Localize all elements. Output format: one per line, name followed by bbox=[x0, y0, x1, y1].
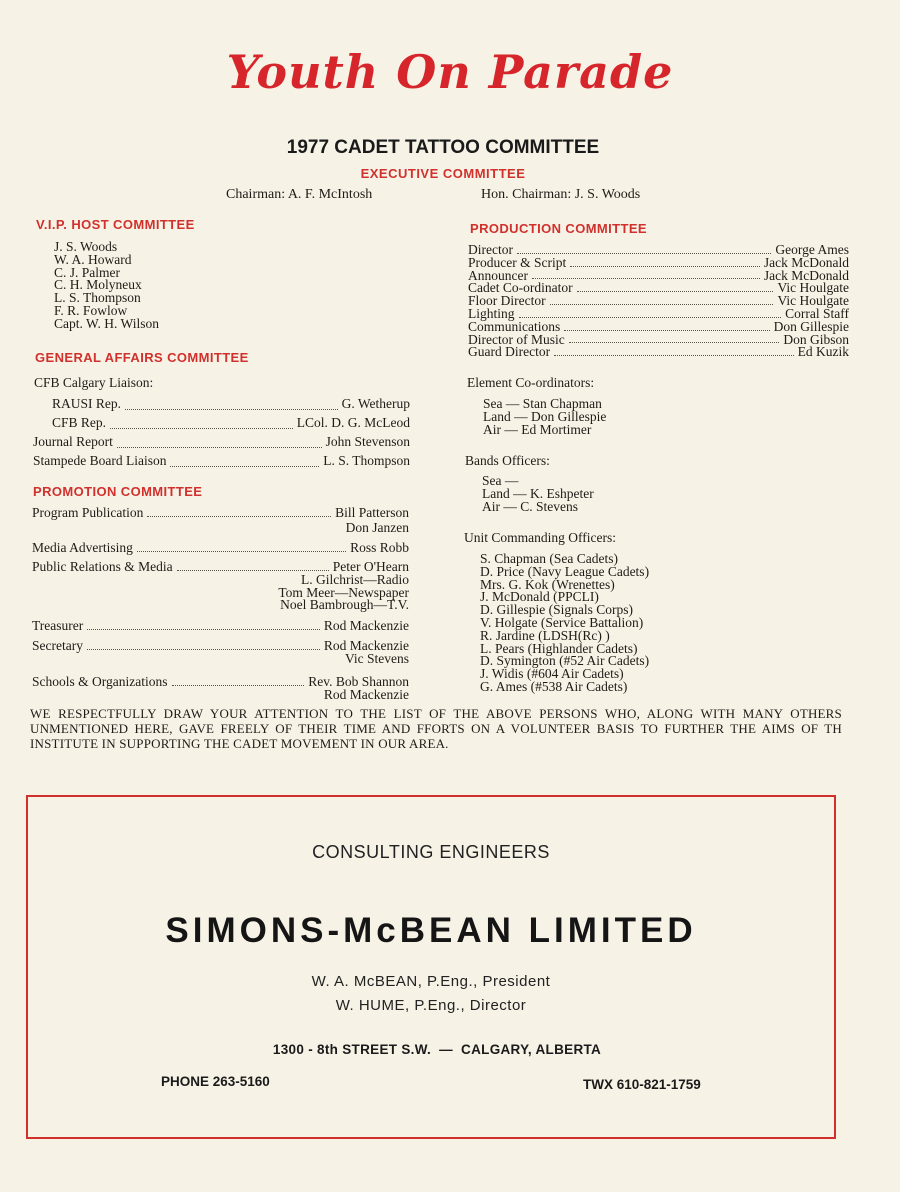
executive-heading: EXECUTIVE COMMITTEE bbox=[360, 166, 526, 181]
unit-item: J. McDonald (PPCLI) bbox=[480, 589, 599, 605]
unit-item: V. Holgate (Service Battalion) bbox=[480, 614, 644, 630]
general-row-block-2 bbox=[33, 432, 410, 470]
general-row: RAUSI Rep. G. Wetherup bbox=[52, 396, 410, 411]
ad-person-2: W. HUME, P.Eng., Director bbox=[335, 997, 527, 1014]
advertisement-box bbox=[26, 795, 836, 1139]
units-list bbox=[480, 553, 649, 694]
ad-twx: TWX 610-821-1759 bbox=[583, 1077, 701, 1092]
ad-person-1: W. A. McBEAN, P.Eng., President bbox=[311, 973, 551, 990]
chairman: Chairman: A. F. McIntosh bbox=[226, 187, 373, 202]
treasurer-row: Treasurer Rod Mackenzie bbox=[32, 618, 409, 634]
bands-item: Sea — bbox=[482, 473, 519, 488]
ad-tagline: CONSULTING ENGINEERS bbox=[312, 842, 550, 862]
production-row: Director of Music Don Gibson bbox=[468, 331, 849, 347]
production-block bbox=[468, 244, 849, 359]
secretary-row: Secretary Rod Mackenzie bbox=[32, 638, 409, 654]
public-relations-row: Public Relations & Media Peter O'Hearn bbox=[32, 559, 409, 574]
page-title: 1977 CADET TATTOO COMMITTEE bbox=[286, 137, 600, 158]
element-list bbox=[483, 398, 606, 436]
pr-extra: Tom Meer—Newspaper bbox=[278, 584, 409, 600]
production-row: Director George Ames bbox=[468, 242, 849, 257]
ad-company-name: SIMONS-McBEAN LIMITED bbox=[165, 911, 697, 950]
program-publication-row: Program Publication Bill Patterson bbox=[32, 505, 409, 521]
unit-item: J. Widis (#604 Air Cadets) bbox=[480, 666, 624, 682]
unit-item: Mrs. G. Kok (Wrenettes) bbox=[480, 576, 615, 592]
banner-title: Youth On Parade bbox=[226, 45, 674, 99]
schools-row: Schools & Organizations Rev. Bob Shannon bbox=[32, 674, 409, 690]
unit-item: D. Symington (#52 Air Cadets) bbox=[480, 653, 650, 669]
bands-item: Land — K. Eshpeter bbox=[482, 485, 594, 501]
cfb-liaison-label: CFB Calgary Liaison: bbox=[34, 375, 154, 390]
element-item: Air — Ed Mortimer bbox=[483, 421, 592, 437]
bands-heading: Bands Officers: bbox=[465, 453, 550, 468]
production-row: Communications Don Gillespie bbox=[468, 318, 849, 334]
units-heading: Unit Commanding Officers: bbox=[464, 530, 616, 545]
production-row: Cadet Co-ordinator Vic Houlgate bbox=[468, 280, 849, 296]
bands-item: Air — C. Stevens bbox=[482, 498, 578, 514]
production-row: Floor Director Vic Houlgate bbox=[468, 293, 849, 309]
vip-members bbox=[54, 241, 159, 331]
ad-address: 1300 - 8th STREET S.W. — CALGARY, ALBERTA bbox=[272, 1042, 602, 1057]
vip-member: Capt. W. H. Wilson bbox=[54, 315, 159, 331]
media-advertising-row: Media Advertising Ross Robb bbox=[32, 540, 409, 555]
hon-chairman: Hon. Chairman: J. S. Woods bbox=[481, 187, 641, 202]
vip-member: W. A. Howard bbox=[54, 251, 132, 267]
general-row: Journal Report John Stevenson bbox=[33, 434, 410, 449]
vip-member: C. J. Palmer bbox=[54, 264, 120, 280]
production-row: Announcer Jack McDonald bbox=[468, 267, 849, 283]
acknowledgement-statement: WE RESPECTFULLY DRAW YOUR ATTENTION TO THE LIST OF THE ABOVE PERSONS WHO, ALONG WITH MANY OTHERS UNMENTIONED HERE, GAVE FREELY OF THEIR TIME AND FFORTS ON A VOLUNTEER BASIS TO FURTHER THE AIMS OF TH INSTITUTE IN SUPPORTING THE CADET MOVEMENT IN OUR AREA. bbox=[30, 706, 842, 751]
general-heading: GENERAL AFFAIRS COMMITTEE bbox=[35, 350, 249, 365]
promotion-block bbox=[32, 506, 409, 702]
ad-phone: PHONE 263-5160 bbox=[161, 1074, 270, 1089]
unit-item: D. Price (Navy League Cadets) bbox=[480, 563, 650, 579]
vip-member: J. S. Woods bbox=[54, 239, 118, 254]
unit-item: D. Gillespie (Signals Corps) bbox=[480, 602, 633, 618]
bands-list bbox=[482, 475, 594, 513]
promotion-heading: PROMOTION COMMITTEE bbox=[33, 484, 203, 499]
production-row: Lighting Corral Staff bbox=[468, 305, 849, 321]
pr-extra: Noel Bambrough—T.V. bbox=[280, 597, 409, 613]
production-row: Producer & Script Jack McDonald bbox=[468, 254, 849, 270]
unit-item: L. Pears (Highlander Cadets) bbox=[480, 640, 638, 656]
general-row: Stampede Board Liaison L. S. Thompson bbox=[33, 453, 410, 468]
vip-member: L. S. Thompson bbox=[54, 290, 141, 306]
unit-item: R. Jardine (LDSH(Rc) ) bbox=[480, 627, 610, 643]
production-heading: PRODUCTION COMMITTEE bbox=[470, 221, 647, 236]
secretary-extra: Vic Stevens bbox=[344, 651, 409, 667]
general-row: CFB Rep. LCol. D. G. McLeod bbox=[52, 415, 410, 430]
element-heading: Element Co-ordinators: bbox=[467, 375, 595, 390]
vip-member: C. H. Molyneux bbox=[54, 277, 142, 293]
unit-item: S. Chapman (Sea Cadets) bbox=[480, 551, 618, 566]
program-publication-extra: Don Janzen bbox=[345, 520, 409, 535]
production-row: Guard Director Ed Kuzik bbox=[468, 344, 849, 360]
element-item: Land — Don Gillespie bbox=[483, 408, 607, 424]
unit-item: G. Ames (#538 Air Cadets) bbox=[480, 678, 628, 694]
element-item: Sea — Stan Chapman bbox=[483, 396, 602, 411]
vip-member: F. R. Fowlow bbox=[54, 302, 128, 318]
pr-extra: L. Gilchrist—Radio bbox=[301, 571, 409, 587]
schools-extra: Rod Mackenzie bbox=[323, 686, 409, 702]
vip-heading: V.I.P. HOST COMMITTEE bbox=[36, 217, 195, 232]
general-row-block bbox=[52, 394, 410, 432]
